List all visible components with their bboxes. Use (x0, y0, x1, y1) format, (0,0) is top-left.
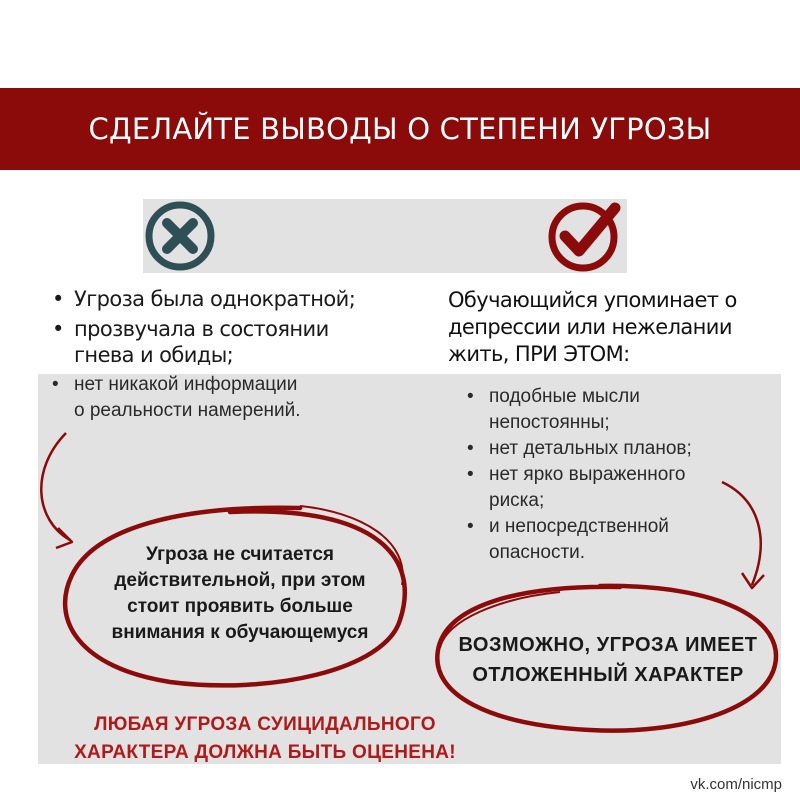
list-item: • и непосредственной (467, 516, 669, 537)
list-item: • Угроза была однократной; (52, 287, 356, 311)
list-item: опасности. (489, 542, 586, 563)
list-item: • подобные мысли (467, 386, 640, 407)
x-circle-icon (143, 199, 217, 273)
check-circle-icon (543, 196, 631, 276)
list-item: риска; (489, 490, 545, 511)
right-conclusion: ВОЗМОЖНО, УГРОЗА ИМЕЕТ ОТЛОЖЕННЫЙ ХАРАКТЕР (458, 634, 758, 686)
list-item: • прозвучала в состоянии (52, 317, 329, 341)
warning-text: ЛЮБАЯ УГРОЗА СУИЦИДАЛЬНОГО ХАРАКТЕРА ДОЛЖНА БЫТЬ ОЦЕНЕНА! (74, 714, 456, 763)
left-conclusion: Угроза не считается действительной, при этом стоит проявить больше внимания к обучающемуся (111, 544, 369, 643)
title-banner (0, 88, 800, 170)
list-item: непостоянны; (489, 412, 610, 433)
left-criteria-list-continued (48, 372, 301, 424)
page-title: СДЕЛАЙТЕ ВЫВОДЫ О СТЕПЕНИ УГРОЗЫ (88, 112, 712, 146)
list-item: • нет ярко выраженного (467, 464, 686, 485)
right-criteria-list (463, 384, 692, 566)
right-heading: Обучающийся упоминает о депрессии или нежелании жить, ПРИ ЭТОМ: (448, 288, 737, 366)
list-item: гнева и обиды; (74, 343, 234, 367)
source-watermark: vk.com/nicmp (690, 776, 782, 793)
list-item: • нет никакой информации (52, 374, 298, 395)
list-item: о реальности намерений. (74, 400, 301, 421)
left-criteria-list (48, 286, 355, 372)
list-item: • нет детальных планов; (467, 438, 692, 459)
